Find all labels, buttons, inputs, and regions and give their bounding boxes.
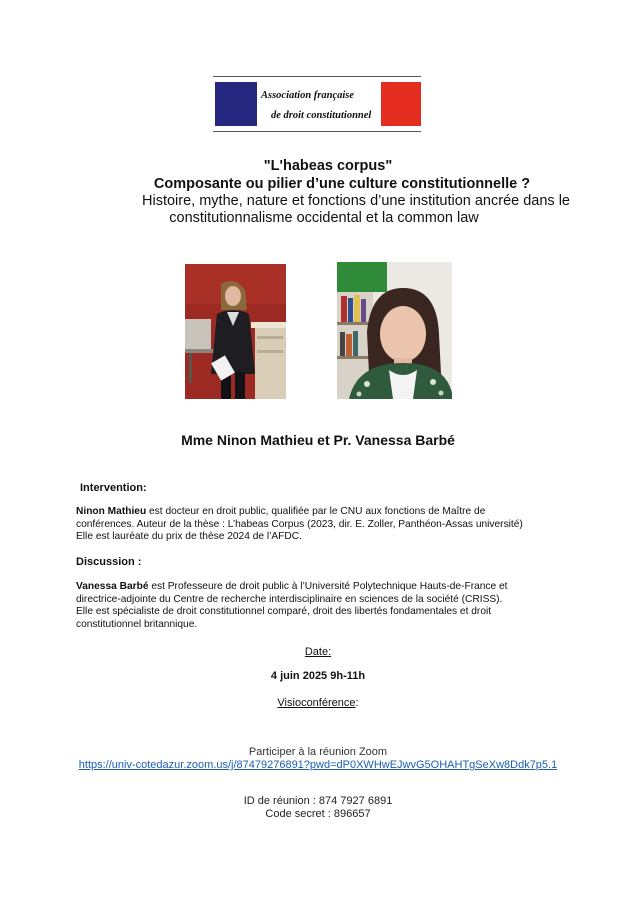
discussion-text: [76, 581, 546, 631]
discussion-specialty: Elle est spécialiste de droit constitutionnel comparé, droit des libertés fondamentales et droit constitutionnel britannique.: [76, 606, 492, 630]
logo-line-1: Association française: [261, 90, 355, 101]
title-line-1: "L'habeas corpus": [263, 158, 393, 174]
photo-vanessa-barbe: [337, 262, 452, 399]
intervention-text: [76, 506, 546, 544]
afdc-logo: [213, 76, 421, 132]
logo-line-2: de droit constitutionnel: [271, 110, 372, 121]
logo-top-rule: [213, 76, 421, 77]
logo-text: [259, 86, 381, 126]
visio-label: Visioconférence:: [277, 697, 359, 709]
zoom-meeting-link[interactable]: https://univ-cotedazur.zoom.us/j/87479276891?pwd=dP0XWHwEJwvG5OHAHTgSeXw8Ddk7p5.1: [78, 759, 558, 771]
subtitle-line-1: Histoire, mythe, nature et fonctions d’une institution ancrée dans le: [142, 193, 570, 209]
subtitle-line-2: constitutionnalisme occidental et la common law: [169, 210, 479, 226]
discussion-name: Vanessa Barbé: [76, 581, 149, 592]
discussion-bio: est Professeure de droit public à l’Université Polytechnique Hauts-de-France et directrice-adjointe du Centre de recherche interdisciplinaire en sciences de la société (CRISS).: [76, 581, 508, 605]
date-label: Date:: [304, 646, 332, 658]
flag-blue-band: [215, 82, 257, 126]
logo-bottom-rule: [213, 131, 421, 132]
zoom-join-label: Participer à la réunion Zoom: [248, 746, 388, 758]
title-line-2: Composante ou pilier d’une culture constitutionnelle ?: [153, 176, 531, 192]
flag-red-band: [381, 82, 421, 126]
speakers-heading: Mme Ninon Mathieu et Pr. Vanessa Barbé: [181, 432, 455, 448]
photo-ninon-mathieu: [185, 264, 286, 399]
date-value: 4 juin 2025 9h-11h: [270, 670, 366, 682]
meeting-secret-code: Code secret : 896657: [265, 808, 371, 820]
discussion-label: Discussion :: [76, 556, 142, 568]
intervention-prize: Elle est lauréate du prix de thèse 2024 de l’AFDC.: [76, 531, 302, 542]
intervention-label: Intervention:: [80, 482, 147, 494]
meeting-id: ID de réunion : 874 7927 6891: [243, 795, 393, 807]
intervention-bio: est docteur en droit public, qualifiée par le CNU aux fonctions de Maître de conférences. Auteur de la thèse : L’habeas Corpus (2023, dir. E. Zoller, Panthéon-Assas université): [76, 506, 523, 530]
intervention-name: Ninon Mathieu: [76, 506, 147, 517]
